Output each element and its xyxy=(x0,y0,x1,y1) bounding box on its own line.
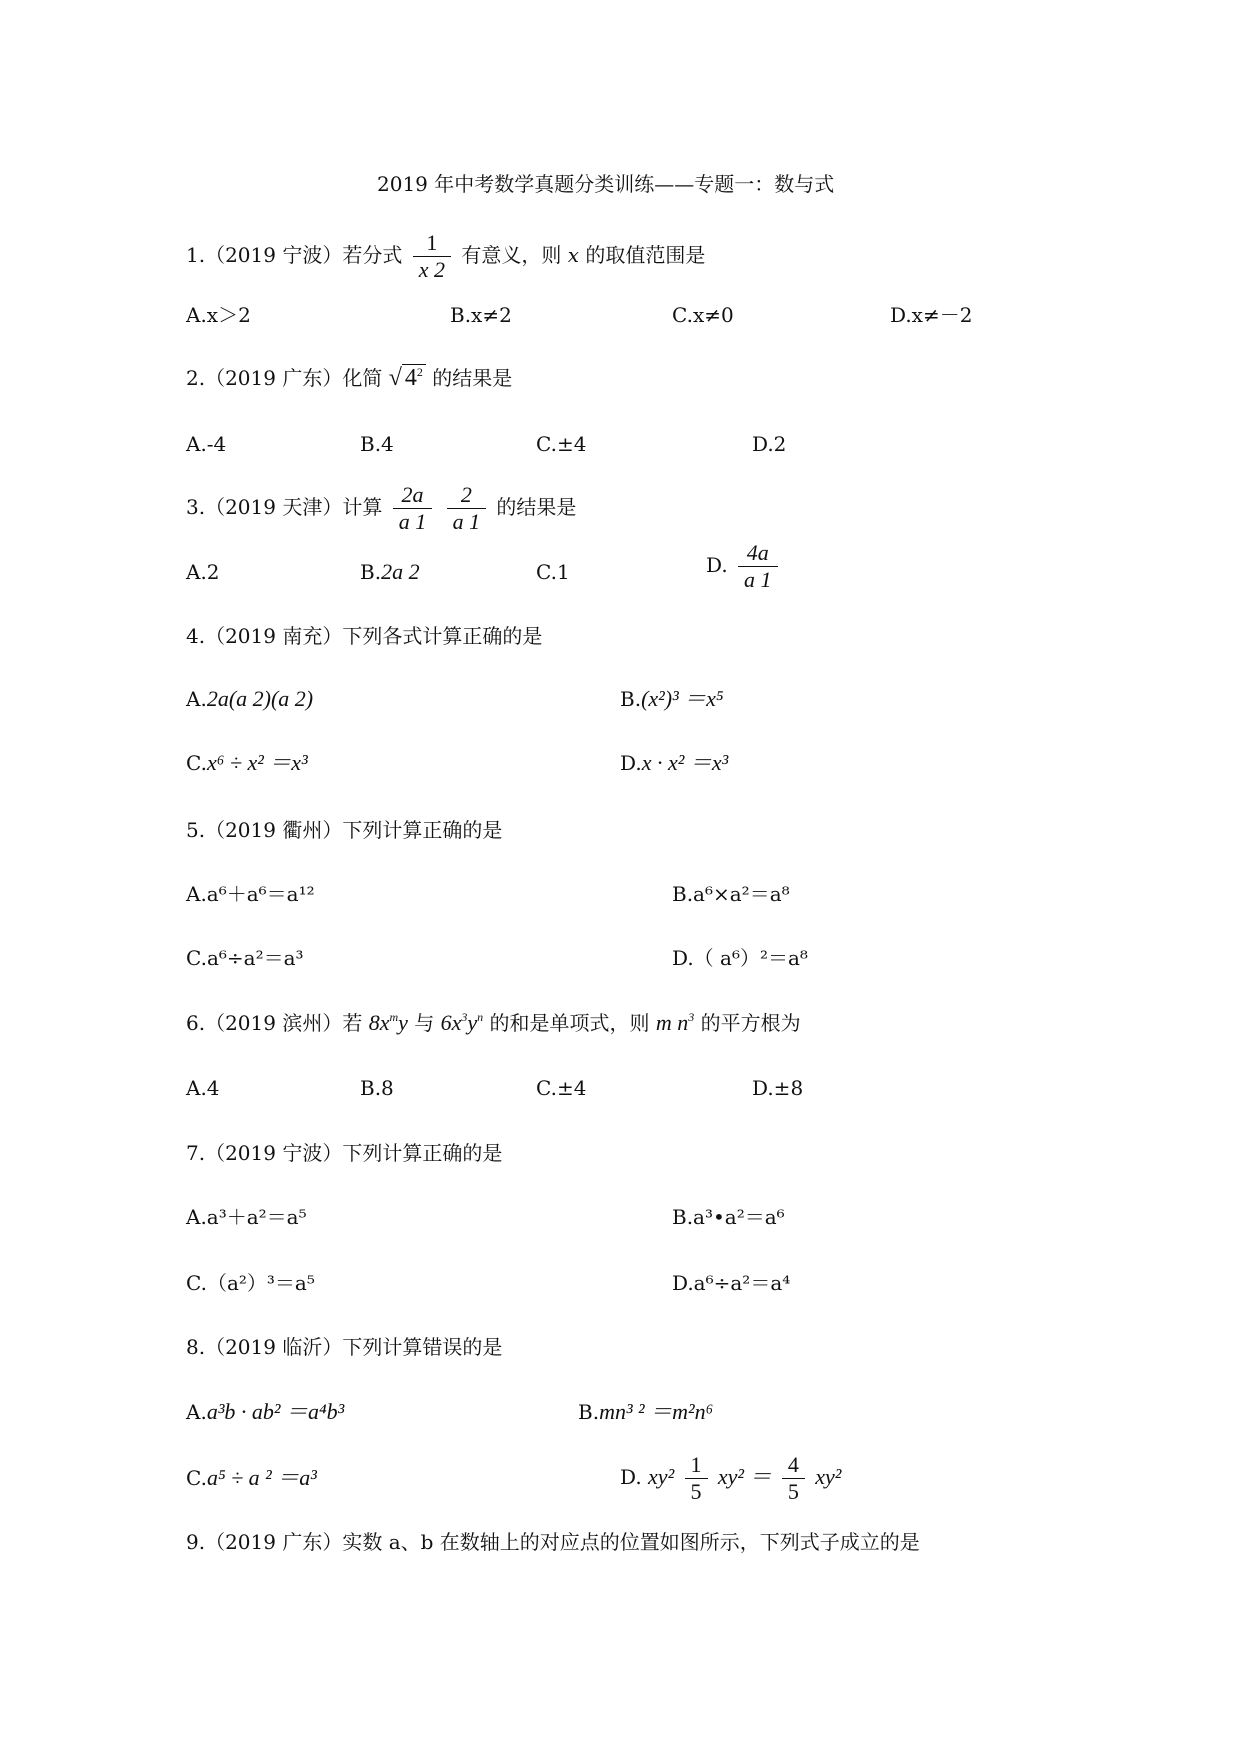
question-2-stem-a: 2.（2019 广东）化简 xyxy=(186,366,383,390)
question-1-stem-b: 有意义，则 xyxy=(461,243,562,267)
question-6-option-d: D.±8 xyxy=(752,1076,804,1100)
question-1-option-b: B.x≠2 xyxy=(450,303,512,327)
question-3-fraction-2: $\frac{2}{a 1}$ xyxy=(447,482,487,535)
question-8-option-a: A.a³b · ab² ＝a⁴b³ xyxy=(186,1399,345,1424)
question-5-option-d: D.（ a⁶）²＝a⁸ xyxy=(672,946,808,970)
question-6-option-a: A.4 xyxy=(186,1076,220,1100)
question-8-option-c: C.a⁵ ÷ a ² ＝a³ xyxy=(186,1465,317,1490)
question-7-option-a: A.a³＋a²＝a⁵ xyxy=(186,1205,307,1229)
question-1 xyxy=(186,230,705,283)
question-1-stem-c: 的取值范围是 xyxy=(585,243,706,267)
question-1-option-c: C.x≠0 xyxy=(672,303,734,327)
monomial-1: $8x^my$ xyxy=(368,1010,408,1035)
question-5-option-c: C.a⁶÷a²＝a³ xyxy=(186,946,304,970)
question-1-option-a: A.x＞2 xyxy=(186,303,251,327)
question-6: 6.（2019 滨州）若 $8x^my$ 与 $6x^3y^n$ 的和是单项式，则 m $n^3$ 的平方根为 xyxy=(186,1010,801,1035)
sqrt-expression: √ $4^2$ xyxy=(389,366,426,390)
question-3 xyxy=(186,482,576,535)
question-4-stem: 4.（2019 南充）下列各式计算正确的是 xyxy=(186,624,543,648)
question-7-option-d: D.a⁶÷a²＝a⁴ xyxy=(672,1271,791,1295)
question-4-option-d: D.x · x² ＝x³ xyxy=(620,750,729,775)
question-7-option-b: B.a³•a²＝a⁶ xyxy=(672,1205,785,1229)
question-1-fraction: $\frac{1}{x 2}$ xyxy=(413,230,451,283)
question-4-option-b: B.(x²)³ ＝x⁵ xyxy=(620,686,724,711)
question-6-option-b: B.8 xyxy=(360,1076,394,1100)
question-8-option-d: D. xy² $\frac{1}{5}$ xy² ＝ $\frac{4}{5}$ xy² xyxy=(620,1452,842,1504)
question-2-option-c: C.±4 xyxy=(536,432,587,456)
question-3-stem-b: 的结果是 xyxy=(496,495,577,519)
question-7-option-c: C.（a²）³＝a⁵ xyxy=(186,1271,315,1295)
question-9-stem: 9.（2019 广东）实数 a、b 在数轴上的对应点的位置如图所示，下列式子成立的是 xyxy=(186,1530,920,1554)
question-2-option-d: D.2 xyxy=(752,432,787,456)
question-3-option-a: A.2 xyxy=(186,560,220,584)
question-1-option-d: D.x≠－2 xyxy=(890,303,973,327)
question-2-option-a: A.-4 xyxy=(186,432,227,456)
question-1-stem-a: 1.（2019 宁波）若分式 xyxy=(186,243,403,267)
question-3-fraction-1: $\frac{2a}{a 1}$ xyxy=(393,482,433,535)
question-3-stem-a: 3.（2019 天津）计算 xyxy=(186,495,383,519)
expression-m-n: m $n^3$ xyxy=(655,1010,695,1035)
question-2-stem-b: 的结果是 xyxy=(432,366,513,390)
question-7-stem: 7.（2019 宁波）下列计算正确的是 xyxy=(186,1141,503,1165)
monomial-2: $6x^3y^n$ xyxy=(440,1010,484,1035)
question-3-option-b: B.2a 2 xyxy=(360,559,420,584)
question-5-option-a: A.a⁶＋a⁶＝a¹² xyxy=(186,882,315,906)
question-5-stem: 5.（2019 衢州）下列计算正确的是 xyxy=(186,818,503,842)
question-2-option-b: B.4 xyxy=(360,432,394,456)
question-1-var: x xyxy=(567,243,579,267)
question-4-option-c: C.x⁶ ÷ x² ＝x³ xyxy=(186,750,308,775)
question-8-option-b: B.mn³ ² ＝m²n⁶ xyxy=(578,1399,714,1424)
question-6-option-c: C.±4 xyxy=(536,1076,587,1100)
question-8-stem: 8.（2019 临沂）下列计算错误的是 xyxy=(186,1335,503,1359)
question-3-option-c: C.1 xyxy=(536,560,570,584)
question-3-option-d: D. $\frac{4a}{a 1}$ xyxy=(706,540,782,593)
question-4-option-a: A.2a(a 2)(a 2) xyxy=(186,686,314,711)
page-title: 2019 年中考数学真题分类训练——专题一：数与式 xyxy=(377,172,835,196)
question-2 xyxy=(186,366,512,390)
question-5-option-b: B.a⁶×a²＝a⁸ xyxy=(672,882,790,906)
